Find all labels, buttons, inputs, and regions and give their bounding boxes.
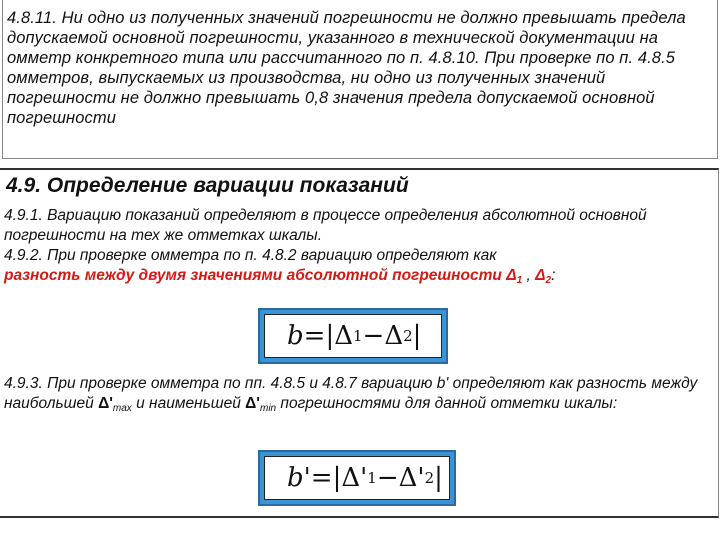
clause-4-9-2-start: 4.9.2. При проверке омметра по п. 4.8.2 вариацию определяют как bbox=[4, 247, 497, 264]
clause-4-9-2-text bbox=[4, 246, 712, 290]
variation-section bbox=[0, 168, 719, 518]
formula-b bbox=[258, 308, 448, 364]
bottom-margin bbox=[0, 518, 720, 540]
delta-2-symbol: $\Delta_2$ bbox=[535, 266, 552, 286]
formula-b-prime-content: b' = | Δ' 1 − Δ' 2 | bbox=[264, 456, 450, 500]
formula-b-content: b = | Δ 1 − Δ 2 | bbox=[264, 314, 442, 358]
clause-4-9-2-red: разность между двумя значениями абсолютной погрешности bbox=[4, 266, 502, 284]
formula-b-prime bbox=[258, 450, 456, 506]
clause-4-8-11-text: 4.8.11. Ни одно из полученных значений погрешности не должно превышать предела допускаемой основной погрешности, указанного в технической документации на омметр конкретного типа или рассчитанного по п. 4.8.10. При проверке по п. 4.8.5 омметров, выпускаемых из производства, ни одно из полученных значений погрешности не должно превышать 0,8 значения предела допускаемой основной погрешности bbox=[7, 9, 686, 127]
comma-sep: , bbox=[522, 266, 536, 284]
top-text-box bbox=[2, 0, 718, 159]
clause-4-9-3-text: 4.9.3. При проверке омметра по пп. 4.8.5 и 4.8.7 вариацию b' определяют как разность между наибольшей $\Delta'_{max}$ и наименьшей $\Delta'_{min}$ погрешностями для данной отметки шкалы: bbox=[4, 375, 698, 414]
clause-4-9-1-text: 4.9.1. Вариацию показаний определяют в процессе определения абсолютной основной погрешности на тех же отметках шкалы. bbox=[4, 207, 647, 244]
colon: : bbox=[551, 266, 556, 284]
section-heading: 4.9. Определение вариации показаний bbox=[6, 174, 409, 197]
delta-1-symbol: $\Delta_1$ bbox=[506, 266, 523, 286]
